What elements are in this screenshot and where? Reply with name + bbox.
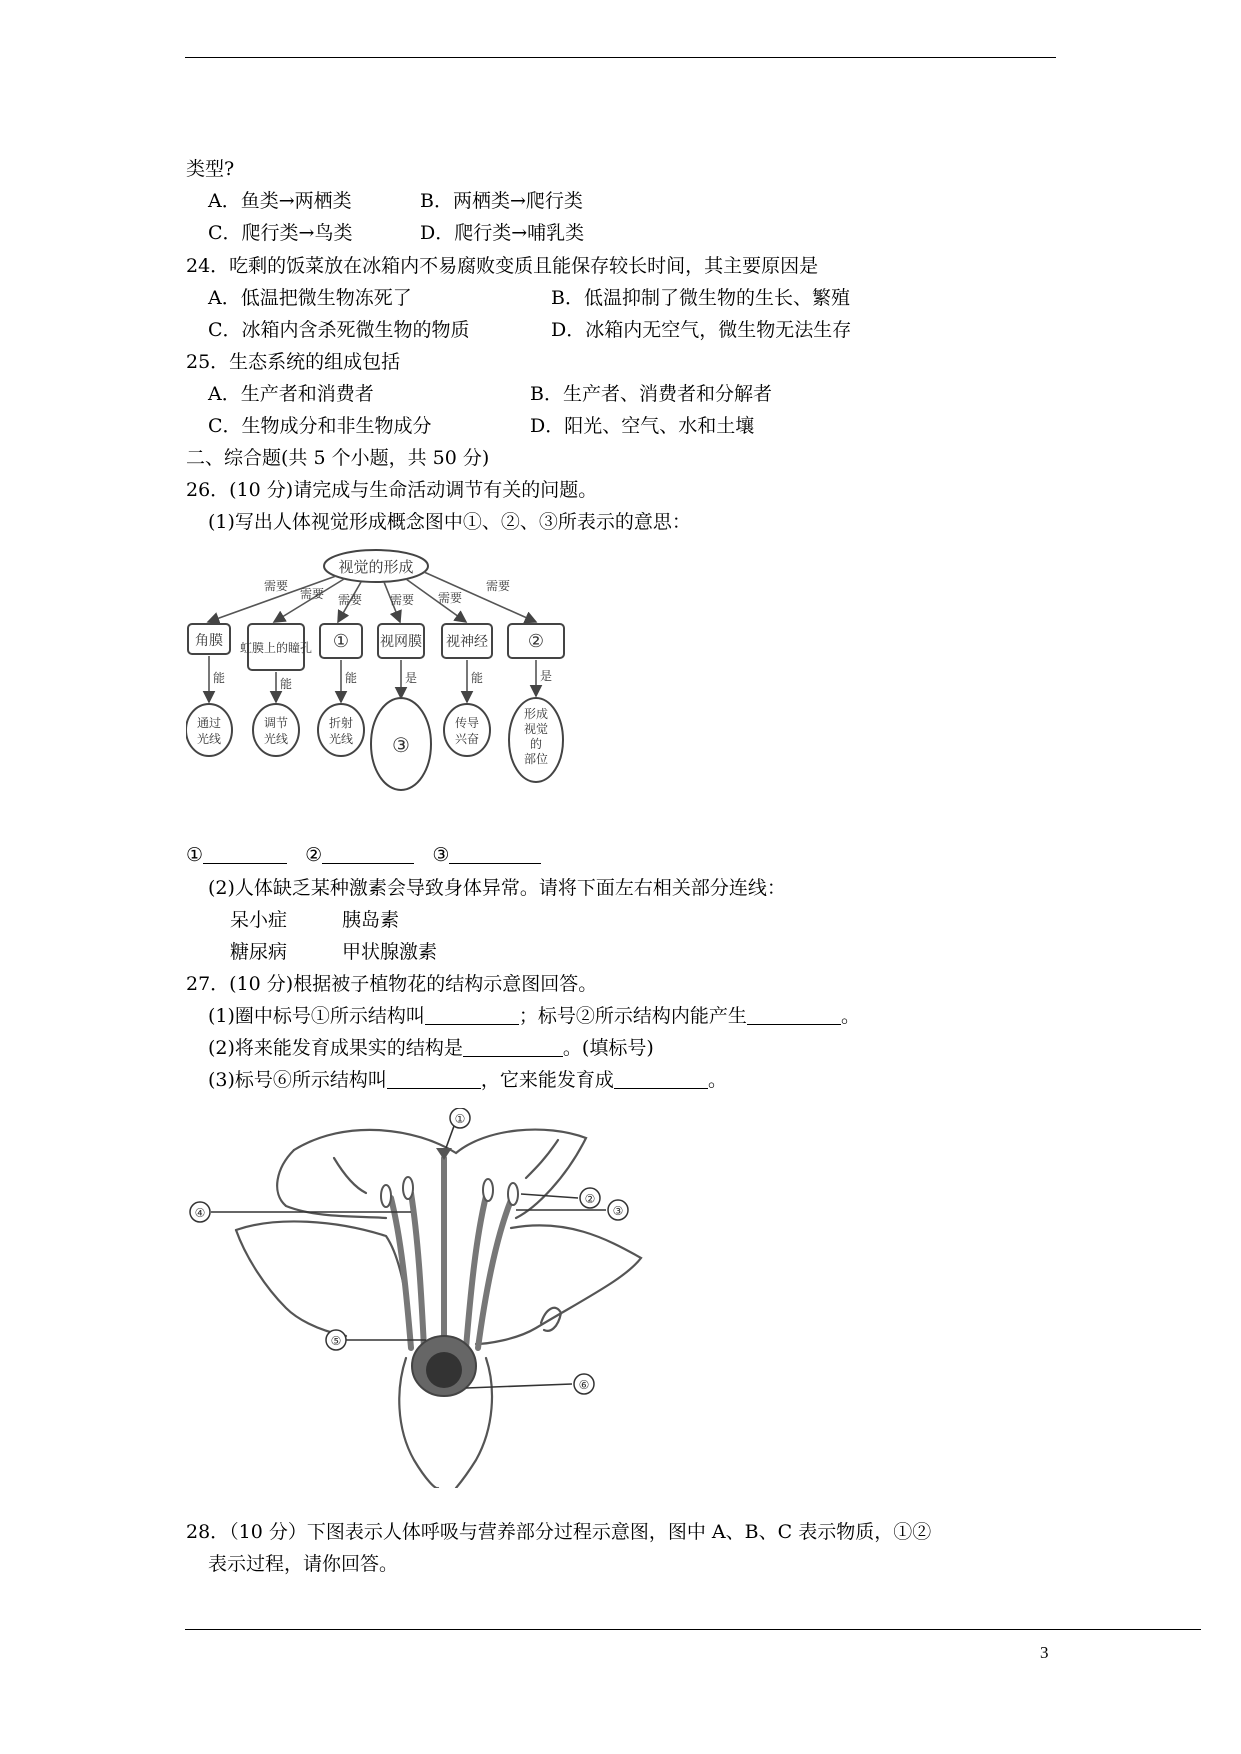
q23-option-b: B．两栖类→爬行类 xyxy=(420,190,583,212)
q25-option-b: B．生产者、消费者和分解者 xyxy=(530,383,772,405)
blank-1[interactable] xyxy=(203,845,287,864)
oval-pass-light: 通过光线 xyxy=(196,716,222,746)
q24-option-d: D．冰箱内无空气，微生物无法生存 xyxy=(551,319,852,341)
box-1: ① xyxy=(332,631,350,652)
link-label-6: 是 xyxy=(540,669,553,683)
oval-adjust-light: 调节光线 xyxy=(263,716,289,746)
flower-structure-diagram xyxy=(186,1108,716,1488)
flower-label-3: ③ xyxy=(612,1204,624,1218)
blank-3[interactable] xyxy=(449,845,541,864)
vision-concept-map xyxy=(186,546,626,836)
box-pupil: 虹膜上的瞳孔 xyxy=(239,641,313,655)
blank-label-1: ① xyxy=(186,844,204,866)
link-label-1: 能 xyxy=(213,671,226,685)
q23-stem-tail: 类型? xyxy=(186,158,235,180)
q27-stem: 27．(10 分)根据被子植物花的结构示意图回答。 xyxy=(186,973,598,995)
match-right-1: 胰岛素 xyxy=(342,909,400,931)
q27-blank-3[interactable] xyxy=(463,1038,563,1057)
blank-label-2: ② xyxy=(305,844,323,866)
oval-refract-light: 折射光线 xyxy=(328,716,354,746)
q25-stem: 25．生态系统的组成包括 xyxy=(186,351,401,373)
need-label-6: 需要 xyxy=(486,579,511,593)
flower-label-5: ⑤ xyxy=(330,1334,342,1348)
link-label-3: 能 xyxy=(345,671,358,685)
q28-line1: 28．（10 分）下图表示人体呼吸与营养部分过程示意图，图中 A、B、C 表示物质，①② xyxy=(186,1521,932,1543)
header-rule xyxy=(185,57,1056,58)
link-label-2: 能 xyxy=(280,677,293,691)
q23-option-a: A．鱼类→两栖类 xyxy=(208,190,352,212)
footer-rule xyxy=(185,1629,1201,1630)
q24-option-c: C．冰箱内含杀死微生物的物质 xyxy=(208,319,470,341)
q26-sub1: (1)写出人体视觉形成概念图中①、②、③所表示的意思： xyxy=(208,511,691,533)
need-label-2: 需要 xyxy=(300,587,325,601)
q25-option-a: A．生产者和消费者 xyxy=(208,383,374,405)
q26-stem: 26．(10 分)请完成与生命活动调节有关的问题。 xyxy=(186,479,598,501)
box-2: ② xyxy=(527,631,545,652)
q26-blanks-row xyxy=(186,843,541,867)
q27-sub2-text-a: (2)将来能发育成果实的结构是 xyxy=(208,1037,463,1059)
section-heading: 二、综合题(共 5 个小题，共 50 分) xyxy=(186,447,490,469)
q24-option-b: B．低温抑制了微生物的生长、繁殖 xyxy=(551,287,850,309)
q26-sub2: (2)人体缺乏某种激素会导致身体异常。请将下面左右相关部分连线： xyxy=(208,877,786,899)
q27-sub2-text-b: 。(填标号) xyxy=(562,1037,654,1059)
flower-label-2: ② xyxy=(584,1192,596,1206)
page-number: 3 xyxy=(1040,1643,1049,1662)
blank-2[interactable] xyxy=(322,845,414,864)
q27-sub3-text-a: (3)标号⑥所示结构叫 xyxy=(208,1069,387,1091)
box-cornea: 角膜 xyxy=(195,633,223,649)
box-retina: 视网膜 xyxy=(380,634,422,650)
need-label-5: 需要 xyxy=(438,591,463,605)
link-label-5: 能 xyxy=(471,671,484,685)
q24-option-a: A．低温把微生物冻死了 xyxy=(208,287,412,309)
flower-label-1: ① xyxy=(454,1112,466,1126)
q27-sub1-text-a: (1)圈中标号①所示结构叫 xyxy=(208,1005,425,1027)
need-label-3: 需要 xyxy=(338,593,363,607)
oval-conduct: 传导兴奋 xyxy=(454,716,480,746)
q27-blank-2[interactable] xyxy=(747,1006,841,1025)
q27-blank-1[interactable] xyxy=(425,1006,519,1025)
q27-sub1-text-b: ；标号②所示结构内能产生 xyxy=(518,1005,747,1027)
flower-label-4: ④ xyxy=(194,1206,206,1220)
oval-vision-site: 形成视觉的部位 xyxy=(523,707,549,766)
q23-option-d: D．爬行类→哺乳类 xyxy=(420,222,585,244)
q27-sub3 xyxy=(208,1068,727,1092)
q27-sub2 xyxy=(208,1036,654,1060)
q27-blank-4[interactable] xyxy=(387,1070,481,1089)
match-right-2: 甲状腺激素 xyxy=(342,941,438,963)
q28-line2: 表示过程，请你回答。 xyxy=(208,1553,399,1575)
box-optic-nerve: 视神经 xyxy=(446,634,488,650)
q24-stem: 24．吃剩的饭菜放在冰箱内不易腐败变质且能保存较长时间，其主要原因是 xyxy=(186,255,819,277)
q27-blank-5[interactable] xyxy=(614,1070,708,1089)
q23-option-c: C．爬行类→鸟类 xyxy=(208,222,353,244)
oval-3: ③ xyxy=(392,733,410,757)
need-label-1: 需要 xyxy=(264,579,289,593)
q27-sub3-text-b: ，它来能发育成 xyxy=(480,1069,614,1091)
match-left-2: 糖尿病 xyxy=(230,941,288,963)
flower-label-6: ⑥ xyxy=(578,1378,590,1392)
need-label-4: 需要 xyxy=(390,593,415,607)
q27-sub3-text-c: 。 xyxy=(707,1069,727,1091)
match-left-1: 呆小症 xyxy=(230,909,288,931)
link-label-4: 是 xyxy=(405,671,418,685)
q27-sub1 xyxy=(208,1004,860,1028)
q25-option-d: D．阳光、空气、水和土壤 xyxy=(530,415,755,437)
q27-sub1-text-c: 。 xyxy=(840,1005,860,1027)
root-label: 视觉的形成 xyxy=(338,558,414,576)
q25-option-c: C．生物成分和非生物成分 xyxy=(208,415,432,437)
blank-label-3: ③ xyxy=(432,844,450,866)
